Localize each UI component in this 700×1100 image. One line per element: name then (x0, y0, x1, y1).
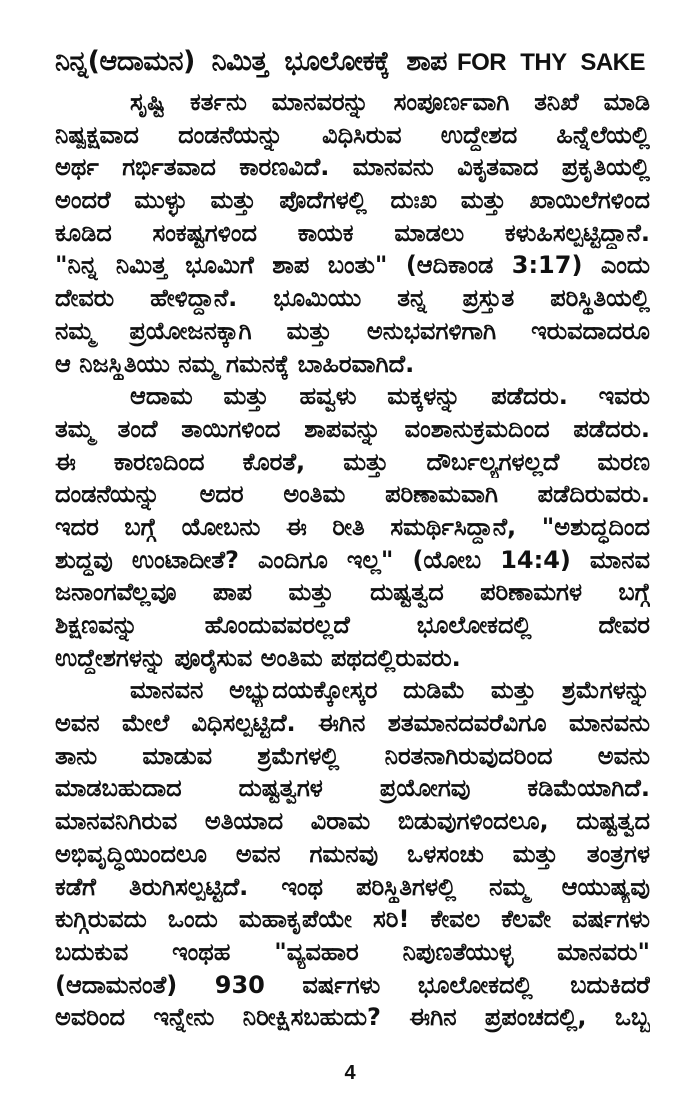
page-title (55, 46, 645, 84)
title-kannada: ನಿನ್ನ(ಆದಾಮನ) ನಿಮಿತ್ತ ಭೂಲೋಕಕ್ಕೆ ಶಾಪ (55, 46, 447, 77)
text-line: (ಆದಾಮನಂತೆ) 930 ವರ್ಷಗಳು ಭೂಲೋಕದಲ್ಲಿ ಬದುಕಿದರೆ (55, 970, 650, 999)
text-line: ಈ ಕಾರಣದಿಂದ ಕೊರತೆ, ಮತ್ತು ದೌರ್ಬಲ್ಯಗಳಲ್ಲದೆ ಮರಣ (55, 447, 650, 476)
text-line: ಸೃಷ್ಟಿ ಕರ್ತನು ಮಾನವರನ್ನು ಸಂಪೂರ್ಣವಾಗಿ ತನಿಖೆ ಮಾಡಿ (130, 88, 650, 116)
text-line: ಅವರಿಂದ ಇನ್ನೇನು ನಿರೀಕ್ಷಿಸಬಹುದು? ಈಗಿನ ಪ್ರಪಂಚದಲ್ಲಿ, ಒಬ್ಬ (55, 1003, 650, 1032)
text-line: ಅಂದರೆ ಮುಳ್ಳು ಮತ್ತು ಪೊದೆಗಳಲ್ಲಿ ದುಃಖ ಮತ್ತು ಖಾಯಿಲೆಗಳಿಂದ (55, 186, 650, 215)
text-line: ಆದಾಮ ಮತ್ತು ಹವ್ವಳು ಮಕ್ಕಳನ್ನು ಪಡೆದರು. ಇವರು (130, 382, 650, 411)
text-line: ಮಾಡಬಹುದಾದ ದುಷ್ಟತ್ವಗಳ ಪ್ರಯೋಗವು ಕಡಿಮೆಯಾಗಿದೆ. (55, 774, 650, 803)
text-line: ತಾನು ಮಾಡುವ ಶ್ರಮೆಗಳಲ್ಲಿ ನಿರತನಾಗಿರುವುದರಿಂದ ಅವನು (55, 741, 650, 770)
text-line: ಬದುಕುವ ಇಂಥಹ "ವ್ಯವಹಾರ ನಿಪುಣತೆಯುಳ್ಳ ಮಾನವರು" (55, 937, 650, 966)
text-line: ಮಾನವನಿಗಿರುವ ಅತಿಯಾದ ವಿರಾಮ ಬಿಡುವುಗಳಿಂದಲೂ, ದುಷ್ಟತ್ವದ (55, 807, 650, 836)
text-line: ಶುದ್ಧವು ಉಂಟಾದೀತೆ? ಎಂದಿಗೂ ಇಲ್ಲ" (ಯೋಬ 14:4) ಮಾನವ (55, 545, 650, 574)
text-line: ಅವನ ಮೇಲೆ ವಿಧಿಸಲ್ಪಟ್ಟಿದೆ. ಈಗಿನ ಶತಮಾನದವರೆವಿಗೂ ಮಾನವನು (55, 709, 650, 738)
text-line: ದೇವರು ಹೇಳಿದ್ದಾನೆ. ಭೂಮಿಯು ತನ್ನ ಪ್ರಸ್ತುತ ಪರಿಸ್ಥಿತಿಯಲ್ಲಿ (55, 284, 650, 313)
text-line: ಆ ನಿಜಸ್ಥಿತಿಯು ನಮ್ಮ ಗಮನಕ್ಕೆ ಬಾಹಿರವಾಗಿದೆ. (55, 349, 415, 378)
text-line: ತಮ್ಮ ತಂದೆ ತಾಯಿಗಳಿಂದ ಶಾಪವನ್ನು ವಂಶಾನುಕ್ರಮದಿಂದ ಪಡೆದರು. (55, 414, 650, 443)
text-line: ಉದ್ದೇಶಗಳನ್ನು ಪೂರೈಸುವ ಅಂತಿಮ ಪಥದಲ್ಲಿರುವರು. (55, 643, 461, 672)
title-english: FOR THY SAKE (456, 49, 645, 76)
text-line: ಅಭಿವೃದ್ಧಿಯಿಂದಲೂ ಅವನ ಗಮನವು ಒಳಸಂಚು ಮತ್ತು ತಂತ್ರಗಳ (55, 839, 650, 868)
text-line: ಮಾನವನ ಅಭ್ಯುದಯಕ್ಕೋಸ್ಕರ ದುಡಿಮೆ ಮತ್ತು ಶ್ರಮೆಗಳನ್ನು (130, 676, 650, 705)
text-line: ಇದರ ಬಗ್ಗೆ ಯೋಬನು ಈ ರೀತಿ ಸಮರ್ಥಿಸಿದ್ದಾನೆ, "ಅಶುದ್ಧದಿಂದ (55, 512, 650, 541)
text-line: ಕುಗ್ಗಿರುವದು ಒಂದು ಮಹಾಕೃಪೆಯೇ ಸರಿ! ಕೇವಲ ಕೆಲವೇ ವರ್ಷಗಳು (55, 905, 650, 934)
text-line: "ನಿನ್ನ ನಿಮಿತ್ತ ಭೂಮಿಗೆ ಶಾಪ ಬಂತು" (ಆದಿಕಾಂಡ 3:17) ಎಂದು (55, 251, 650, 280)
text-line: ಶಿಕ್ಷಣವನ್ನು ಹೊಂದುವವರಲ್ಲದೆ ಭೂಲೋಕದಲ್ಲಿ ದೇವರ (55, 611, 650, 639)
page-number: 4 (344, 1062, 356, 1084)
text-line: ಅರ್ಥ ಗರ್ಭಿತವಾದ ಕಾರಣವಿದೆ. ಮಾನವನು ವಿಕೃತವಾದ ಪ್ರಕೃತಿಯಲ್ಲಿ (55, 153, 650, 182)
text-line: ಕೂಡಿದ ಸಂಕಷ್ಟಗಳಿಂದ ಕಾಯಕ ಮಾಡಲು ಕಳುಹಿಸಲ್ಪಟ್ಟಿದ್ದಾನೆ. (55, 218, 650, 247)
text-line: ಜನಾಂಗವೆಲ್ಲವೂ ಪಾಪ ಮತ್ತು ದುಷ್ಟತ್ವದ ಪರಿಣಾಮಗಳ ಬಗ್ಗೆ (55, 578, 650, 607)
text-line: ನಿಷ್ಪಕ್ಷವಾದ ದಂಡನೆಯನ್ನು ವಿಧಿಸಿರುವ ಉದ್ದೇಶದ ಹಿನ್ನೆಲೆಯಲ್ಲಿ (55, 120, 650, 149)
text-line: ದಂಡನೆಯನ್ನು ಅದರ ಅಂತಿಮ ಪರಿಣಾಮವಾಗಿ ಪಡೆದಿರುವರು. (55, 480, 650, 509)
body-text (55, 86, 650, 1034)
text-line: ನಮ್ಮ ಪ್ರಯೋಜನಕ್ಕಾಗಿ ಮತ್ತು ಅನುಭವಗಳಿಗಾಗಿ ಇರುವದಾದರೂ (55, 316, 650, 345)
text-line: ಕಡೆಗೆ ತಿರುಗಿಸಲ್ಪಟ್ಟಿದೆ. ಇಂಥ ಪರಿಸ್ಥಿತಿಗಳಲ್ಲಿ ನಮ್ಮ ಆಯುಷ್ಯವು (55, 872, 650, 901)
